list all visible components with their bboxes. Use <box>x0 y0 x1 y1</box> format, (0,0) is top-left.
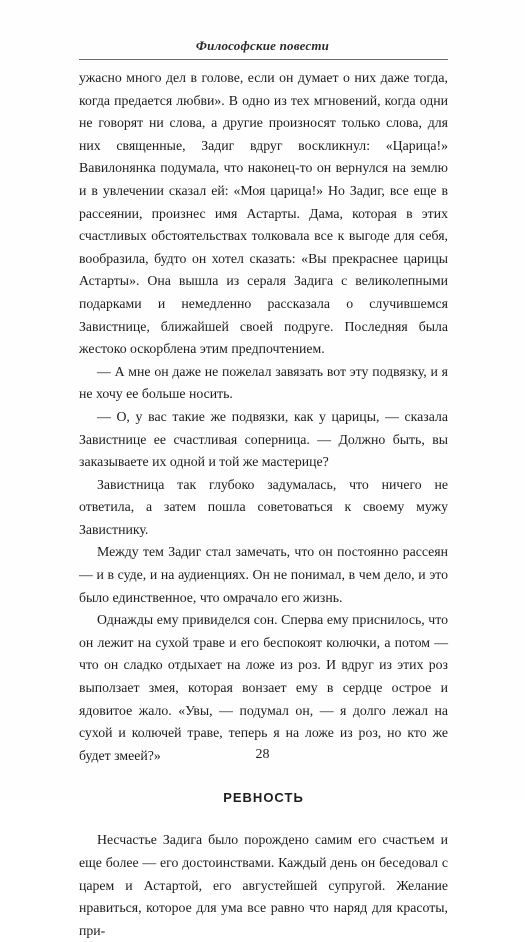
paragraph: Несчастье Задига было порождено самим его счастьем и еще более — его достоинствами. Каждый день он беседовал с царем и Астартой, его августейшей супругой. Желание нравиться, которое для ума все равно что наряд для красоты, при- <box>79 832 448 938</box>
page-number: 28 <box>255 747 270 762</box>
section-heading: РЕВНОСТЬ <box>223 790 304 806</box>
paragraph: Завистница так глубоко задумалась, что ничего не ответила, а затем пошла советоваться к своему мужу Завистнику. <box>79 476 448 537</box>
paragraph: Между тем Задиг стал замечать, что он постоянно рассеян — и в суде, и на аудиенциях. Он не понимал, в чем дело, и это было единственное, что омрачало его жизнь. <box>79 544 448 605</box>
paragraph: ужасно много дел в голове, если он думает о них даже тогда, когда предается любви». В одно из тех мгновений, когда одни не говорят ни слова, а другие произносят только слова, для них священные, Задиг вдруг воскликнул: «Царица!» Вавилонянка подумала, что наконец-то он вернулся на землю и в увлечении сказал ей: «Моя царица!» Но Задиг, все еще в рассеянии, произнес имя Астарты. Дама, которая в этих счастливых обстоятельствах толковала все к выгоде для себя, вообразила, будто он хотел сказать: «Вы прекраснее царицы Астарты». Она вышла из сераля Задига с великолепными подарками и немедленно рассказала о случившемся Завистнице, ближайшей своей подруге. Последняя была жестоко оскорблена этим предпочтением. <box>79 70 448 357</box>
paragraph: Однажды ему привиделся сон. Сперва ему приснилось, что он лежит на сухой траве и его беспокоят колючки, а потом — что он сладко отдыхает на ложе из роз. И вдруг из этих роз выползает змея, которая вонзает ему в сердце острое и ядовитое жало. «Увы, — подумал он, — я долго лежал на сухой и колючей траве, теперь я на ложе из роз, но кто же будет змеей?» <box>79 612 448 763</box>
header-rule <box>79 59 448 60</box>
page-body <box>79 67 448 942</box>
running-header: Философские повести <box>195 38 330 53</box>
paragraph: — А мне он даже не пожелал завязать вот эту подвязку, и я не хочу ее больше носить. <box>79 363 448 402</box>
paragraph: — О, у вас такие же подвязки, как у царицы, — сказала Завистнице ее счастливая соперница. — Должно быть, вы заказываете их одной и той же мастерице? <box>79 408 448 470</box>
